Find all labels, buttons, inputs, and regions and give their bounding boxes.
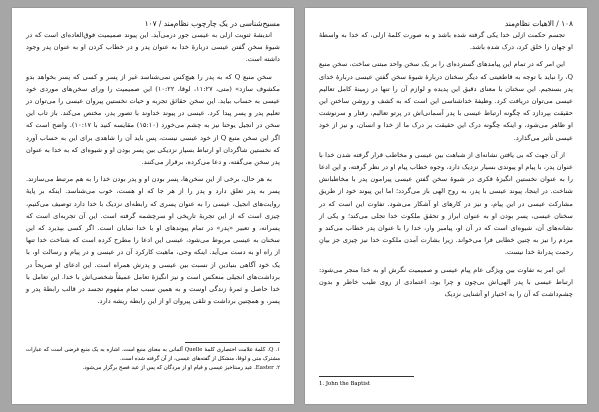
right-page — [305, 8, 587, 404]
footnotes — [26, 346, 280, 373]
footnote: ۲. Easter. عید رستاخیز عیسی و قیام او از مردگان که پس از عید فصح برگزار می‌شود. — [82, 365, 280, 371]
footnote: 1. John the Baptist — [319, 381, 370, 387]
paragraph: اندیشهٔ ثنویت ازلی به عیسی جور درمی‌آید. این پیوند صمیمیت فوق‌العاده‌ای است که در شیوهٔ سخن گفتن عیسی دربارهٔ خدا به عنوان پدر و در خطاب کردن او به عنوان پدر وجود داشته است. — [26, 31, 280, 64]
paragraph: سخن منبع Q که به پدر را هیچ‌کس نمی‌شناسد غیر از پسر و کسی که پسر بخواهد بدو مکشوف سازد» (متی، ۱۱:۲۷، لوقا، ۱۰:۲۲) این صمیمیت را ورای سخن‌های موردی خود عیسی به حساب بیاید. این سخن حقائق تجربه و حیات نخستین پیروان عیسی را می‌توان در تعلیم پدر و پسر پیدا کرد. عیسی در پیوند خداوند با تصور پدر، مختص می‌کند. باز تاب این سخن در انجیل یوحنا نیز به چشم می‌خورد (۱۵:۱۰) مقایسه کنید با ۱۰:۱۷). واضح است که اگر این سخن منبع Q از خود عیسی نیست، پس باید آن را شاهدی برای این به حساب آورد که نخستین شاگردان او ارتباط بسیار نزدیکی بین پسر بودن او و شیوه‌ای که به خدا به عنوان پدر سخن می‌گفته، و دعا می‌کرده، برقرار می‌کنند. — [26, 72, 281, 167]
paragraph: این امر که در تمام این پیامدهای گسترده‌ای را بر یک سخن واحد مبتنی ساخت، سخن منبع Q، را نباید با توجه به قاطعیتی که دیگر سخنان دربارهٔ شیوهٔ سخن گفتن عیسی دربارهٔ خدای پدر بسنجیم. این سخنان با معنای دقیق این پدیده و لوازم آن را تنها در زمینهٔ کامل تعالیم عیسی می‌توان دریافت کرد. وظیفهٔ خداشناسی این است که به کشف و روشن ساختن این حقیقت بپردازد که چگونه ارتباط عیسی با پدر آسمانی‌اش در پرتو تعالیم، رفتار و سرنوشت او ظاهر می‌شود، و اینکه چگونه درک این حقیقت بر درک ما از خدا و انسان، و نیز از خود عیسی تأثیر می‌گذارد. — [318, 60, 573, 142]
paragraph: به هر حال، برخی از این سخن‌ها، پسر بودن او و پدر بودن خدا را به هم مرتبط می‌سازند. پسر به پدر تعلق دارد و پدر را از هر جا که او هست، خوب می‌شناسد. اینکه بر پایهٔ روایت‌های انجیل، عیسی را به عنوان پسری که رابطه‌ای نزدیک با خدا دارد توصیف می‌کنیم، چیزی است که از این تجربهٔ تاریخی او سرچشمه گرفته است. این آن تجربه‌ای است که پسرانه، و تعبیر «پدر» در تمام پیوندهای او با خدا نمایان است. اگر کسی بپذیرد که این سخنان به عیسی مربوط می‌شود، عیسی این ادعا را مطرح کرده است که شناخت خدا تنها از راه او به دست می‌آید. اینکه وحی، ماهیت کارکرد آن در عیسی و در پیام و رسالت او، با یک خود آگاهی بنیادین از نسبت بین عیسی و پدرش همراه است. این ادعای او صریحاً در برداشت‌های انجیلی منعکس است و نیز انگیزهٔ تعامل عمیقاً شخصی‌اش با خدا. این تعامل با خدا حاصل و ثمرهٔ زندگی اوست و به همین سبب تمام مفهوم تجسد در قالب رابطهٔ پدر و پسر، و همچنین برداشت و تلقی پیروان او از این رابطه ریشه دارد. — [26, 175, 280, 306]
paragraph: تجسم حکمت ازلی خدا یکی گرفته شده باشد و به صورت کلمهٔ ازلی، که خدا به واسطهٔ او جهان را خلق کرد، درک شده باشد. — [319, 31, 573, 52]
footnote: ۱. Q. کلمهٔ علامت اختصاری کلمهٔ Quelle آلمانی به معنای منبع است. اشاره به یک منبع فرضی است که عبارات مشترک متی و لوقا، متشکل از گفته‌های عیسی، از آن گرفته شده است. — [26, 347, 280, 362]
running-header: مسیح‌شناسی در یک چارچوب نظام‌مند / ۱۰۷ — [144, 19, 280, 28]
paragraph: از آن جهت که بی یافتن نشانه‌ای از شباهت بین عیسی و مخاطب قرار گرفته شدن خدا با عنوان پدر، با پیام او پیوندی بسیار نزدیک دارد، وجوه خطاب پیام او در نظر گرفته، و این ادعا را به عنوان نخستین انگیزهٔ فکری در شیوهٔ سخن گفتن عیسی پیرامون پدر با مخاطبانش شناخت. در اینجا، پیوند عیسی با پدر، به روح الهی باز می‌گردد؛ اما این پیوند خود از طریق مشارکت عیسی در این پیام، و نیز در کارهای او آشکار می‌شود. تفاوت این است که در سخنان عیسی، پسر بودن او به عنوان ابراز و تحقق ملکوت خدا تجلی می‌کند؛ و یکی از نشانه‌های آن، شیوه‌ای است که در آن او، پیامبر وار، خدا را با عنوان پدر خطاب می‌کند و مردم را نیز به چنین خطابی فرا می‌خواند. زیرا بشارت آمدن ملکوت خدا نیز چیزی جز بیانِ رحمت پدرانهٔ خدا نیست. — [319, 150, 573, 257]
footnote-rule — [185, 342, 280, 343]
left-page — [12, 8, 294, 404]
running-header: ۱۰۸ / الاهیات نظام‌مند — [504, 19, 573, 28]
footnote-rule — [319, 376, 414, 377]
paragraph: این امر به تفاوت بین ویژگی عام پیام عیسی و صمیمیت نگرش او به خدا منجر می‌شود: ارتباط عیسی با پدر الهی‌اش بی‌چون و چرا بود، اعتمادی از روی طیب خاطر و بدون چشم‌داشت که آن را به اختیار او آشنایی نزدیک — [319, 265, 573, 299]
footnotes — [319, 380, 573, 389]
